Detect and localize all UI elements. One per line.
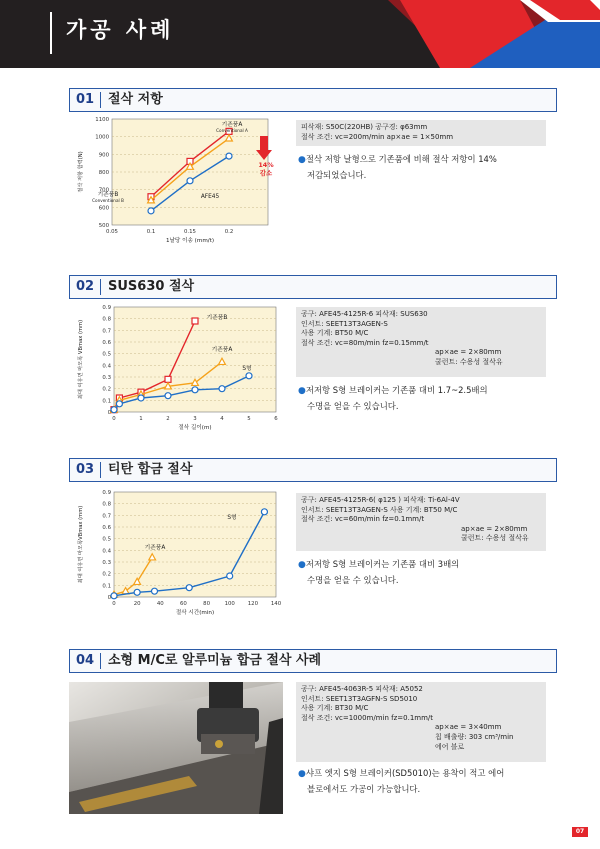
data-point: [192, 387, 198, 393]
bullet-icon: ●: [298, 386, 306, 396]
series-label: S형: [242, 366, 252, 372]
series-label: 기존품A: [221, 122, 243, 128]
info-line: ap×ae = 3×40mm: [435, 723, 502, 732]
x-tick-label: 0: [112, 601, 116, 607]
info-box-04: [296, 682, 546, 762]
section-heading-04: [69, 649, 557, 673]
y-tick-label: 0.4: [102, 548, 111, 555]
y-tick-label: 900: [98, 152, 109, 159]
y-tick-label: 1100: [95, 117, 109, 123]
x-tick-label: 80: [203, 601, 211, 607]
note-line: 절삭 저항 날형으로 기존품에 비해 절삭 저항이 14%: [305, 154, 497, 164]
y-tick-label: 0.1: [102, 583, 111, 590]
x-axis-label: 절삭 시간(min): [175, 610, 215, 616]
info-line: 절삭 조건: vc=60m/min fz=0.1mm/t: [301, 515, 425, 524]
y-tick-label: 0.8: [102, 501, 111, 508]
series-label: 기존품A: [144, 545, 166, 551]
y-axis-label: 최대 여유면 마모폭 VBmax (mm): [78, 319, 84, 400]
x-tick-label: 20: [133, 601, 141, 607]
x-tick-label: 2: [166, 416, 170, 422]
series-label: 기존품A: [211, 347, 233, 353]
series-label-en: Conventional B: [92, 198, 124, 203]
data-point: [261, 509, 267, 515]
y-tick-label: 500: [98, 223, 109, 229]
section-heading-03: [69, 458, 557, 482]
info-line: 인서트: SEET13T3AGEN-S: [301, 319, 388, 328]
y-tick-label: 700: [98, 187, 109, 194]
note-line: 저저항 S형 브레이커는 기존품 대비 1.7~2.5배의: [305, 385, 488, 395]
data-point: [116, 401, 122, 407]
series-label: 기존품B: [206, 315, 228, 321]
note-line: 수명을 얻을 수 있습니다.: [307, 401, 399, 411]
info-box-03: [296, 493, 546, 551]
section-number: 02: [75, 279, 95, 294]
machining-photo: [69, 682, 283, 814]
data-point: [134, 589, 140, 595]
info-line: 피삭재: S50C(220HB) 공구경: φ63mm: [301, 123, 428, 131]
x-tick-label: 40: [156, 601, 164, 607]
info-box-01: [296, 120, 546, 146]
y-tick-label: 0: [107, 595, 111, 601]
data-point: [246, 373, 252, 379]
info-line: 절삭 조건: vc=80m/min fz=0.15mm/t: [301, 338, 429, 347]
series-label-en: Conventional A: [216, 128, 248, 133]
info-line: 공구: AFE45-4063R-5 피삭재: A5052: [301, 685, 423, 693]
chart-titanium-wear: [72, 484, 286, 624]
y-axis-label: 절삭 저항 합력(N): [78, 151, 84, 193]
y-tick-label: 0.7: [102, 513, 111, 520]
page-title: 가공 사례: [66, 18, 175, 42]
bullet-icon: ●: [298, 155, 306, 165]
info-line: 에어 블로: [435, 742, 465, 751]
y-tick-label: 0.3: [102, 560, 111, 566]
data-point: [165, 393, 171, 399]
x-tick-label: 60: [179, 601, 187, 607]
y-tick-label: 0.6: [102, 340, 111, 346]
x-tick-label: 100: [224, 601, 235, 607]
x-tick-label: 0: [112, 416, 116, 422]
page-number: 07: [572, 827, 588, 837]
info-line: 절삭 조건: vc=200m/min ap×ae = 1×50mm: [301, 132, 454, 141]
data-point: [186, 585, 192, 591]
chart-sus630-wear: [72, 300, 286, 440]
reduction-text: 감소: [259, 169, 273, 177]
machining-photo-illustration: [69, 682, 283, 814]
x-tick-label: 5: [247, 416, 251, 422]
x-tick-label: 0.1: [146, 229, 156, 235]
x-tick-label: 120: [247, 601, 259, 607]
series-label: 기존품B: [97, 192, 119, 198]
data-point: [138, 395, 144, 401]
y-tick-label: 0.6: [102, 525, 111, 531]
x-tick-label: 0.05: [105, 229, 119, 235]
y-tick-label: 0.1: [102, 398, 111, 405]
section-number: 03: [75, 462, 95, 477]
data-point: [148, 208, 154, 214]
bullet-icon: ●: [298, 769, 306, 779]
x-tick-label: 4: [220, 416, 224, 422]
note-line: 블로에서도 가공이 가능합니다.: [307, 784, 421, 794]
info-line: 공구: AFE45-4125R-6( φ125 ) 피삭재: Ti-6Al-4V: [301, 496, 460, 504]
y-tick-label: 0.9: [102, 305, 111, 311]
y-tick-label: 0.2: [102, 386, 111, 393]
y-tick-label: 0: [107, 410, 111, 416]
y-axis-label: 최대 여유면 마모폭VBmax (mm): [78, 505, 84, 584]
info-line: 공구: AFE45-4125R-6 피삭재: SUS630: [301, 310, 428, 318]
section-title: 소형 M/C로 알루미늄 합금 절삭 사례: [108, 653, 322, 668]
info-line: 인서트: SEET13T3AGEN-S 사용 기계: BT50 M/C: [301, 505, 458, 514]
data-point: [187, 178, 193, 184]
y-tick-label: 0.4: [102, 363, 111, 370]
data-point: [219, 386, 225, 392]
reduction-arrow-shaft: [260, 136, 268, 150]
y-tick-label: 0.8: [102, 316, 111, 323]
section-separator: [100, 92, 101, 108]
info-line: 사용 기계: BT30 M/C: [301, 704, 369, 713]
note-01: [298, 152, 497, 183]
data-point: [111, 407, 117, 413]
info-box-02: [296, 307, 546, 377]
note-02: [298, 383, 488, 414]
section-title: SUS630 절삭: [108, 279, 195, 294]
info-line: 칩 배출량: 303 cm³/min: [435, 732, 514, 741]
note-line: 샤프 엣지 S형 브레이커(SD5010)는 용착이 적고 에어: [305, 768, 505, 778]
section-title: 티탄 합금 절삭: [108, 462, 193, 477]
section-heading-01: [69, 88, 557, 112]
section-separator: [100, 462, 101, 478]
header-divider: [50, 12, 52, 54]
data-point: [152, 588, 158, 594]
section-separator: [100, 279, 101, 295]
y-tick-label: 800: [98, 170, 109, 176]
x-tick-label: 0.15: [183, 229, 197, 235]
y-tick-label: 0.9: [102, 490, 111, 496]
section-separator: [100, 653, 101, 669]
y-tick-label: 600: [98, 205, 109, 212]
chart-cutting-force: [70, 112, 282, 252]
info-line: 쿨런트: 수용성 절삭유: [461, 534, 529, 543]
data-point: [111, 593, 117, 599]
x-tick-label: 0.2: [224, 229, 234, 235]
y-tick-label: 0.7: [102, 328, 111, 335]
info-line: 쿨런트: 수용성 절삭유: [435, 357, 503, 366]
x-tick-label: 3: [193, 416, 197, 422]
info-line: 사용 기계: BT50 M/C: [301, 329, 369, 338]
series-label: S형: [227, 515, 237, 521]
x-tick-label: 140: [270, 601, 282, 607]
reduction-percent: 14%: [258, 161, 274, 169]
data-point: [226, 153, 232, 159]
x-axis-label: 절삭 길이(m): [178, 425, 212, 431]
section-number: 01: [75, 92, 95, 107]
info-line: ap×ae = 2×80mm: [461, 524, 528, 533]
bullet-icon: ●: [298, 560, 306, 570]
note-04: [298, 766, 504, 797]
note-03: [298, 557, 459, 588]
y-tick-label: 0.2: [102, 571, 111, 578]
data-point: [192, 318, 198, 324]
data-point: [165, 376, 171, 382]
y-tick-label: 1000: [95, 134, 109, 141]
info-line: 절삭 조건: vc=1000m/min fz=0.1mm/t: [301, 713, 434, 722]
info-line: ap×ae = 2×80mm: [435, 348, 502, 357]
y-tick-label: 0.5: [102, 536, 111, 543]
note-line: 저저항 S형 브레이커는 기존품 대비 3배의: [305, 559, 460, 569]
x-tick-label: 6: [274, 416, 278, 422]
note-line: 저감되었습니다.: [307, 170, 367, 180]
section-heading-02: [69, 275, 557, 299]
section-title: 절삭 저항: [108, 92, 163, 107]
y-tick-label: 0.5: [102, 351, 111, 358]
info-line: 인서트: SEET13T3AGFN-S SD5010: [301, 694, 418, 703]
page-header: [0, 0, 600, 68]
note-line: 수명을 얻을 수 있습니다.: [307, 575, 399, 585]
data-point: [227, 573, 233, 579]
x-axis-label: 1날당 이송 (mm/t): [165, 238, 215, 244]
x-tick-label: 1: [139, 416, 143, 422]
series-label: AFE45: [200, 194, 220, 200]
y-tick-label: 0.3: [102, 375, 111, 381]
section-number: 04: [75, 653, 95, 668]
